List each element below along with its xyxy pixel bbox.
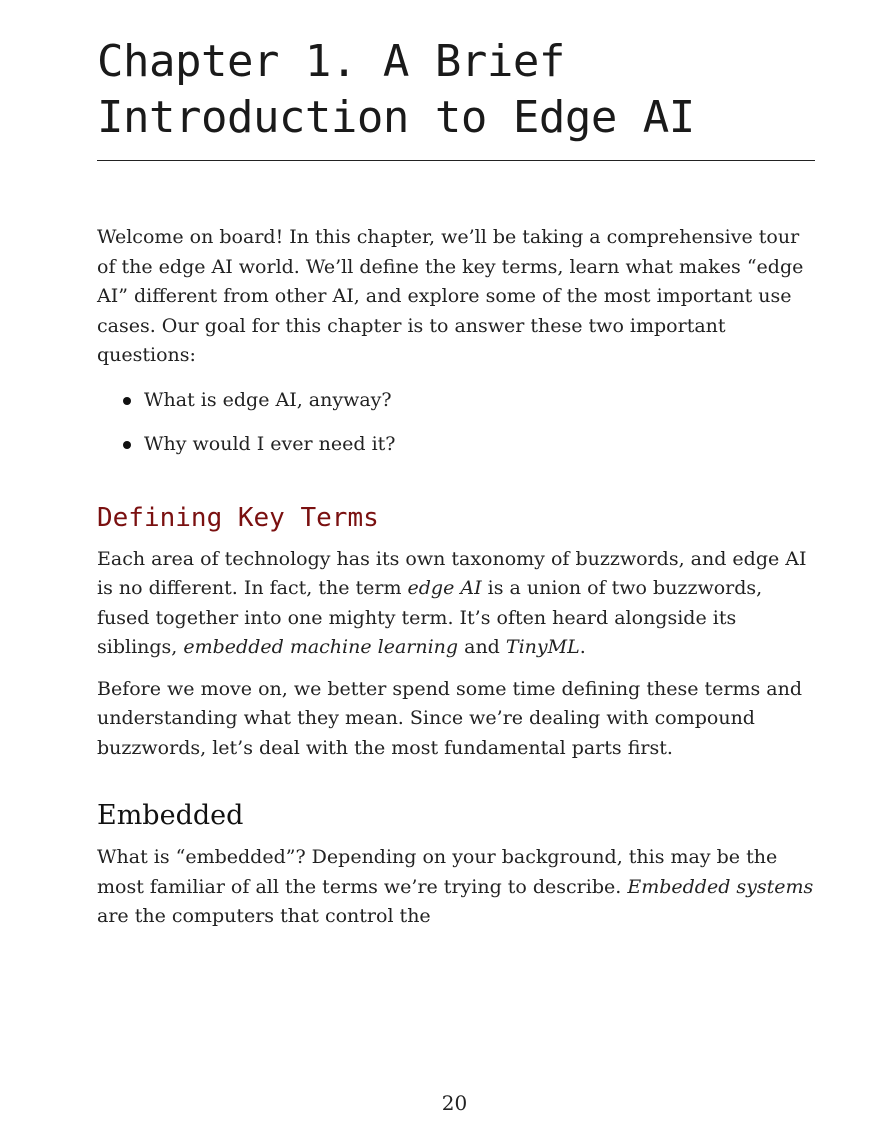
emphasis-embedded-machine-learning: embedded machine learning bbox=[183, 636, 459, 658]
chapter-title-line1: Chapter 1. A Brief bbox=[97, 36, 565, 87]
list-item bbox=[97, 385, 815, 415]
text-run: What is “embedded”? Depending on your background, this may be the most familiar of all the terms we’re trying to describe. bbox=[97, 846, 778, 898]
bullet-text: Why would I ever need it? bbox=[144, 432, 396, 455]
intro-bullet-list bbox=[97, 385, 815, 459]
chapter-title-line2: Introduction to Edge AI bbox=[97, 92, 695, 143]
bullet-text: What is edge AI, anyway? bbox=[144, 388, 392, 411]
bullet-dot-icon bbox=[123, 397, 131, 405]
text-run: . bbox=[579, 636, 586, 658]
text-run: is a union of two buzzwords, fused together into one mighty term. It’s often heard alongside its siblings, bbox=[97, 577, 763, 658]
section-heading-defining-key-terms: Defining Key Terms bbox=[97, 502, 379, 533]
page-content bbox=[97, 0, 815, 932]
text-run: Each area of technology has its own taxonomy of buzzwords, and edge AI is no different. In fact, the term bbox=[97, 547, 807, 599]
emphasis-tinyml: TinyML bbox=[505, 636, 580, 658]
bullet-dot-icon bbox=[123, 441, 131, 449]
chapter-title bbox=[97, 34, 815, 161]
list-item bbox=[97, 429, 815, 459]
page-number: 20 bbox=[441, 1091, 468, 1115]
subsection-heading-embedded: Embedded bbox=[97, 800, 244, 831]
embedded-paragraph-1 bbox=[97, 843, 815, 932]
intro-paragraph: Welcome on board! In this chapter, we’ll be taking a comprehensive tour of the edge AI world. We’ll define the key terms, learn what makes “edge AI” different from other AI, and explore some of the most important use cases. Our goal for this chapter is to answer these two important questions: bbox=[97, 226, 804, 366]
emphasis-embedded-systems: Embedded systems bbox=[627, 875, 814, 898]
text-run: are the computers that control the bbox=[97, 905, 431, 927]
defining-paragraph-2: Before we move on, we better spend some time defining these terms and understanding what they mean. Since we’re dealing with compound buzzwords, let’s deal with the most fundamental parts first. bbox=[97, 677, 802, 759]
defining-paragraph-1 bbox=[97, 545, 815, 663]
text-run: and bbox=[458, 636, 506, 658]
emphasis-edge-ai: edge AI bbox=[407, 577, 482, 599]
